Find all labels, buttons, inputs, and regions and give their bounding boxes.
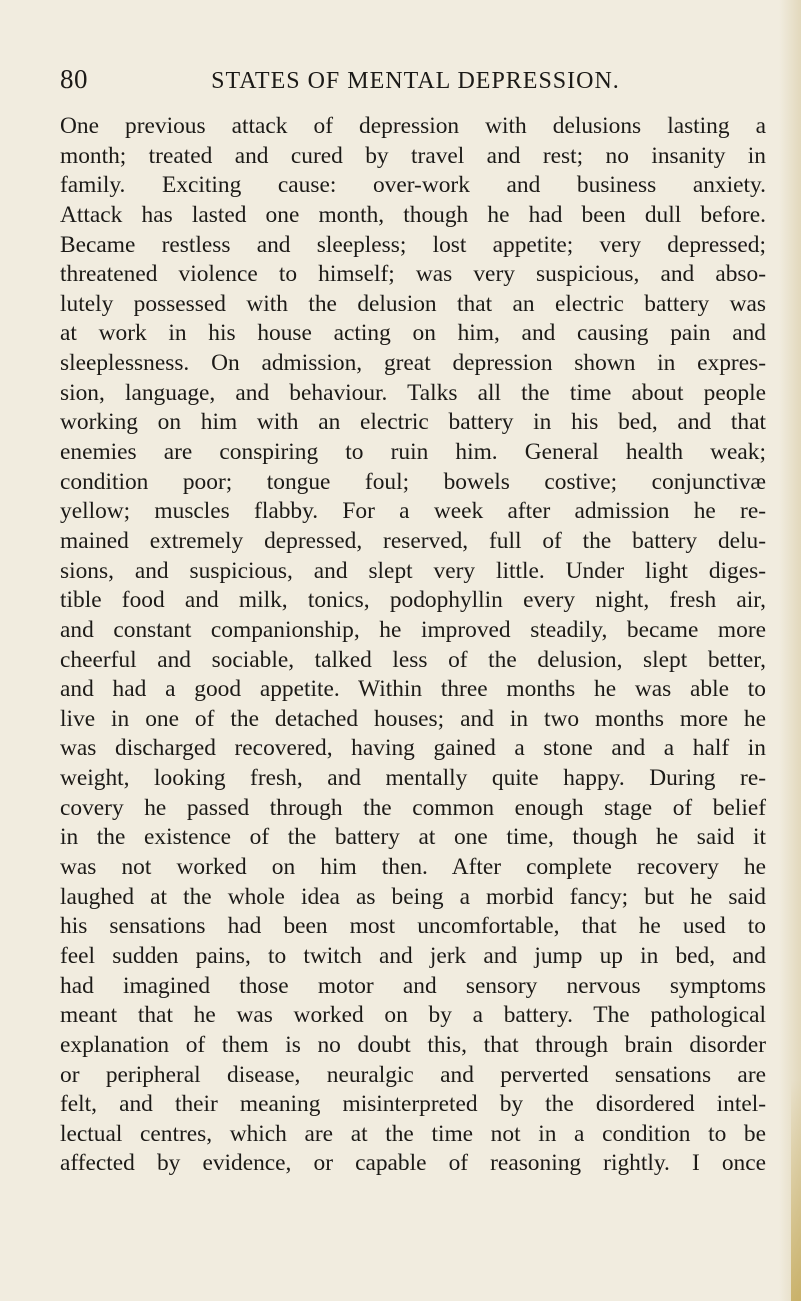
text-line: weight, looking fresh, and mentally quite happy. During re- — [60, 765, 766, 792]
text-line: family. Exciting cause: over-work and business anxiety. — [60, 172, 766, 199]
body-text — [60, 112, 766, 1179]
text-line: lutely possessed with the delusion that an electric battery was — [60, 290, 766, 317]
text-line: feel sudden pains, to twitch and jerk and jump up in bed, and — [60, 942, 766, 969]
text-line: meant that he was worked on by a battery. The pathological — [60, 1002, 766, 1029]
text-line: yellow; muscles flabby. For a week after admission he re- — [60, 498, 766, 525]
text-line: cheerful and sociable, talked less of the delusion, slept better, — [60, 646, 766, 673]
text-line: condition poor; tongue foul; bowels costive; conjunctivæ — [60, 468, 766, 495]
text-line: lectual centres, which are at the time not in a condition to be — [60, 1120, 766, 1147]
text-line: threatened violence to himself; was very suspicious, and abso- — [60, 261, 766, 288]
text-line: affected by evidence, or capable of reasoning rightly. I once — [60, 1150, 766, 1177]
page-edge-stain — [791, 1080, 801, 1301]
text-line: One previous attack of depression with delusions lasting a — [60, 113, 766, 139]
text-line: enemies are conspiring to ruin him. General health weak; — [60, 439, 766, 466]
text-line: sions, and suspicious, and slept very little. Under light diges- — [60, 557, 766, 584]
page-number: 80 — [60, 64, 88, 94]
text-line: his sensations had been most uncomfortable, that he used to — [60, 913, 766, 940]
text-line: felt, and their meaning misinterpreted by the disordered intel- — [60, 1091, 766, 1118]
text-line: in the existence of the battery at one time, though he said it — [60, 824, 766, 851]
text-line: at work in his house acting on him, and causing pain and — [60, 320, 766, 347]
text-line: or peripheral disease, neuralgic and perverted sensations are — [60, 1061, 766, 1088]
text-line: was discharged recovered, having gained a stone and a half in — [60, 735, 766, 762]
text-line: Attack has lasted one month, though he had been dull before. — [60, 201, 766, 228]
running-head: STATES OF MENTAL DEPRESSION. — [211, 68, 620, 94]
text-line: and constant companionship, he improved steadily, became more — [60, 616, 766, 643]
text-line: Became restless and sleepless; lost appetite; very depressed; — [60, 231, 766, 258]
text-line: sleeplessness. On admission, great depression shown in expres- — [60, 350, 766, 377]
text-line: laughed at the whole idea as being a morbid fancy; but he said — [60, 883, 766, 910]
text-line: month; treated and cured by travel and rest; no insanity in — [60, 142, 766, 169]
text-line: live in one of the detached houses; and in two months more he — [60, 705, 766, 732]
text-line: explanation of them is no doubt this, that through brain disorder — [60, 1031, 766, 1058]
text-line: and had a good appetite. Within three months he was able to — [60, 676, 766, 703]
text-line: covery he passed through the common enough stage of belief — [60, 794, 766, 821]
text-line: was not worked on him then. After complete recovery he — [60, 854, 766, 881]
text-line: tible food and milk, tonics, podophyllin every night, fresh air, — [60, 587, 766, 614]
text-line: working on him with an electric battery in his bed, and that — [60, 409, 766, 436]
text-line: had imagined those motor and sensory nervous symptoms — [60, 972, 766, 999]
text-line: mained extremely depressed, reserved, full of the battery delu- — [60, 527, 766, 554]
text-line: sion, language, and behaviour. Talks all the time about people — [60, 379, 766, 406]
